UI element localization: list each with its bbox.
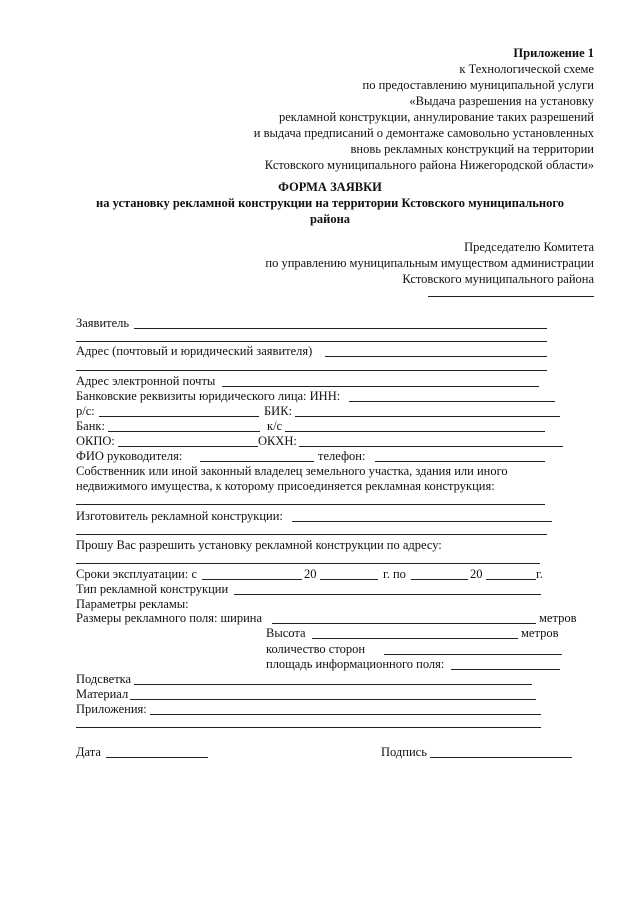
email-field[interactable] xyxy=(222,386,539,387)
appendix-line: «Выдача разрешения на установку xyxy=(409,94,594,108)
terms-from-year-prefix: 20 xyxy=(304,567,317,581)
height-unit: метров xyxy=(521,626,559,640)
date-field[interactable] xyxy=(106,757,208,758)
terms-to-year-field[interactable] xyxy=(486,579,536,580)
attachments-field[interactable] xyxy=(150,714,541,715)
type-label: Тип рекламной конструкции xyxy=(76,582,229,596)
form-title: ФОРМА ЗАЯВКИ xyxy=(278,180,382,194)
phone-field[interactable] xyxy=(375,461,545,462)
width-unit: метров xyxy=(539,611,577,625)
director-field[interactable] xyxy=(200,461,314,462)
terms-label: Сроки эксплуатации: с xyxy=(76,567,198,581)
request-address-field[interactable] xyxy=(76,563,540,564)
appendix-title: Приложение 1 xyxy=(513,46,594,60)
ks-field[interactable] xyxy=(285,431,545,432)
terms-g: г. xyxy=(536,567,543,581)
signature-label: Подпись xyxy=(381,745,427,759)
okpo-label: ОКПО: xyxy=(76,434,115,448)
attachments-field-cont[interactable] xyxy=(76,727,541,728)
type-field[interactable] xyxy=(234,594,541,595)
request-label: Прошу Вас разрешить установку рекламной конструкции по адресу: xyxy=(76,538,442,552)
appendix-line: и выдача предписаний о демонтаже самовольно установленных xyxy=(253,126,594,140)
applicant-field[interactable] xyxy=(134,328,547,329)
address-field-cont[interactable] xyxy=(76,370,547,371)
appendix-line: вновь рекламных конструкций на территории xyxy=(350,142,594,156)
terms-from-date-field[interactable] xyxy=(202,579,302,580)
height-label: Высота xyxy=(266,626,306,640)
bik-field[interactable] xyxy=(295,416,560,417)
width-field[interactable] xyxy=(272,623,536,624)
addressee-line: Кстовского муниципального района xyxy=(402,272,594,286)
date-label: Дата xyxy=(76,745,101,759)
lighting-field[interactable] xyxy=(134,684,532,685)
email-label: Адрес электронной почты xyxy=(76,374,216,388)
address-label: Адрес (почтовый и юридический заявителя) xyxy=(76,344,313,358)
appendix-line: к Технологической схеме xyxy=(459,62,594,76)
address-field[interactable] xyxy=(325,356,547,357)
area-label: площадь информационного поля: xyxy=(266,657,445,671)
form-subtitle: на установку рекламной конструкции на территории Кстовского муниципального xyxy=(96,196,564,210)
manufacturer-field-cont[interactable] xyxy=(76,534,547,535)
rs-label: р/с: xyxy=(76,404,95,418)
sides-field[interactable] xyxy=(384,654,562,655)
height-field[interactable] xyxy=(312,638,518,639)
appendix-line: Кстовского муниципального района Нижегородской области» xyxy=(264,158,594,172)
sides-label: количество сторон xyxy=(266,642,366,656)
manufacturer-label: Изготовитель рекламной конструкции: xyxy=(76,509,283,523)
bik-label: БИК: xyxy=(264,404,293,418)
owner-text-line1: Собственник или иной законный владелец земельного участка, здания или иного xyxy=(76,464,508,478)
area-field[interactable] xyxy=(451,669,560,670)
attachments-label: Приложения: xyxy=(76,702,147,716)
bank-label: Банк: xyxy=(76,419,105,433)
material-label: Материал xyxy=(76,687,129,701)
director-label: ФИО руководителя: xyxy=(76,449,183,463)
bank-field[interactable] xyxy=(108,431,260,432)
terms-g-po: г. по xyxy=(383,567,406,581)
material-field[interactable] xyxy=(130,699,536,700)
terms-to-year-prefix: 20 xyxy=(470,567,483,581)
manufacturer-field[interactable] xyxy=(292,521,552,522)
terms-from-year-field[interactable] xyxy=(320,579,378,580)
applicant-label: Заявитель xyxy=(76,316,130,330)
bank-details-label: Банковские реквизиты юридического лица: ИНН: xyxy=(76,389,341,403)
okpo-field[interactable] xyxy=(118,446,258,447)
params-label: Параметры рекламы: xyxy=(76,597,189,611)
appendix-line: по предоставлению муниципальной услуги xyxy=(362,78,594,92)
okhn-field[interactable] xyxy=(299,446,563,447)
owner-text-line2: недвижимого имущества, к которому присоединяется рекламная конструкция: xyxy=(76,479,495,493)
applicant-field-cont[interactable] xyxy=(76,341,547,342)
width-label: Размеры рекламного поля: ширина xyxy=(76,611,263,625)
rs-field[interactable] xyxy=(99,416,259,417)
appendix-line: рекламной конструкции, аннулирование таких разрешений xyxy=(278,110,594,124)
lighting-label: Подсветка xyxy=(76,672,132,686)
addressee-line: по управлению муниципальным имуществом администрации xyxy=(265,256,594,270)
signature-field[interactable] xyxy=(430,757,572,758)
addressee-name-field[interactable] xyxy=(428,296,594,297)
terms-to-date-field[interactable] xyxy=(411,579,468,580)
phone-label: телефон: xyxy=(318,449,366,463)
inn-field[interactable] xyxy=(349,401,555,402)
ks-label: к/с xyxy=(267,419,283,433)
owner-field[interactable] xyxy=(76,504,545,505)
okhn-label: ОКХН: xyxy=(258,434,297,448)
form-subtitle-cont: района xyxy=(309,212,351,226)
addressee-line: Председателю Комитета xyxy=(464,240,594,254)
